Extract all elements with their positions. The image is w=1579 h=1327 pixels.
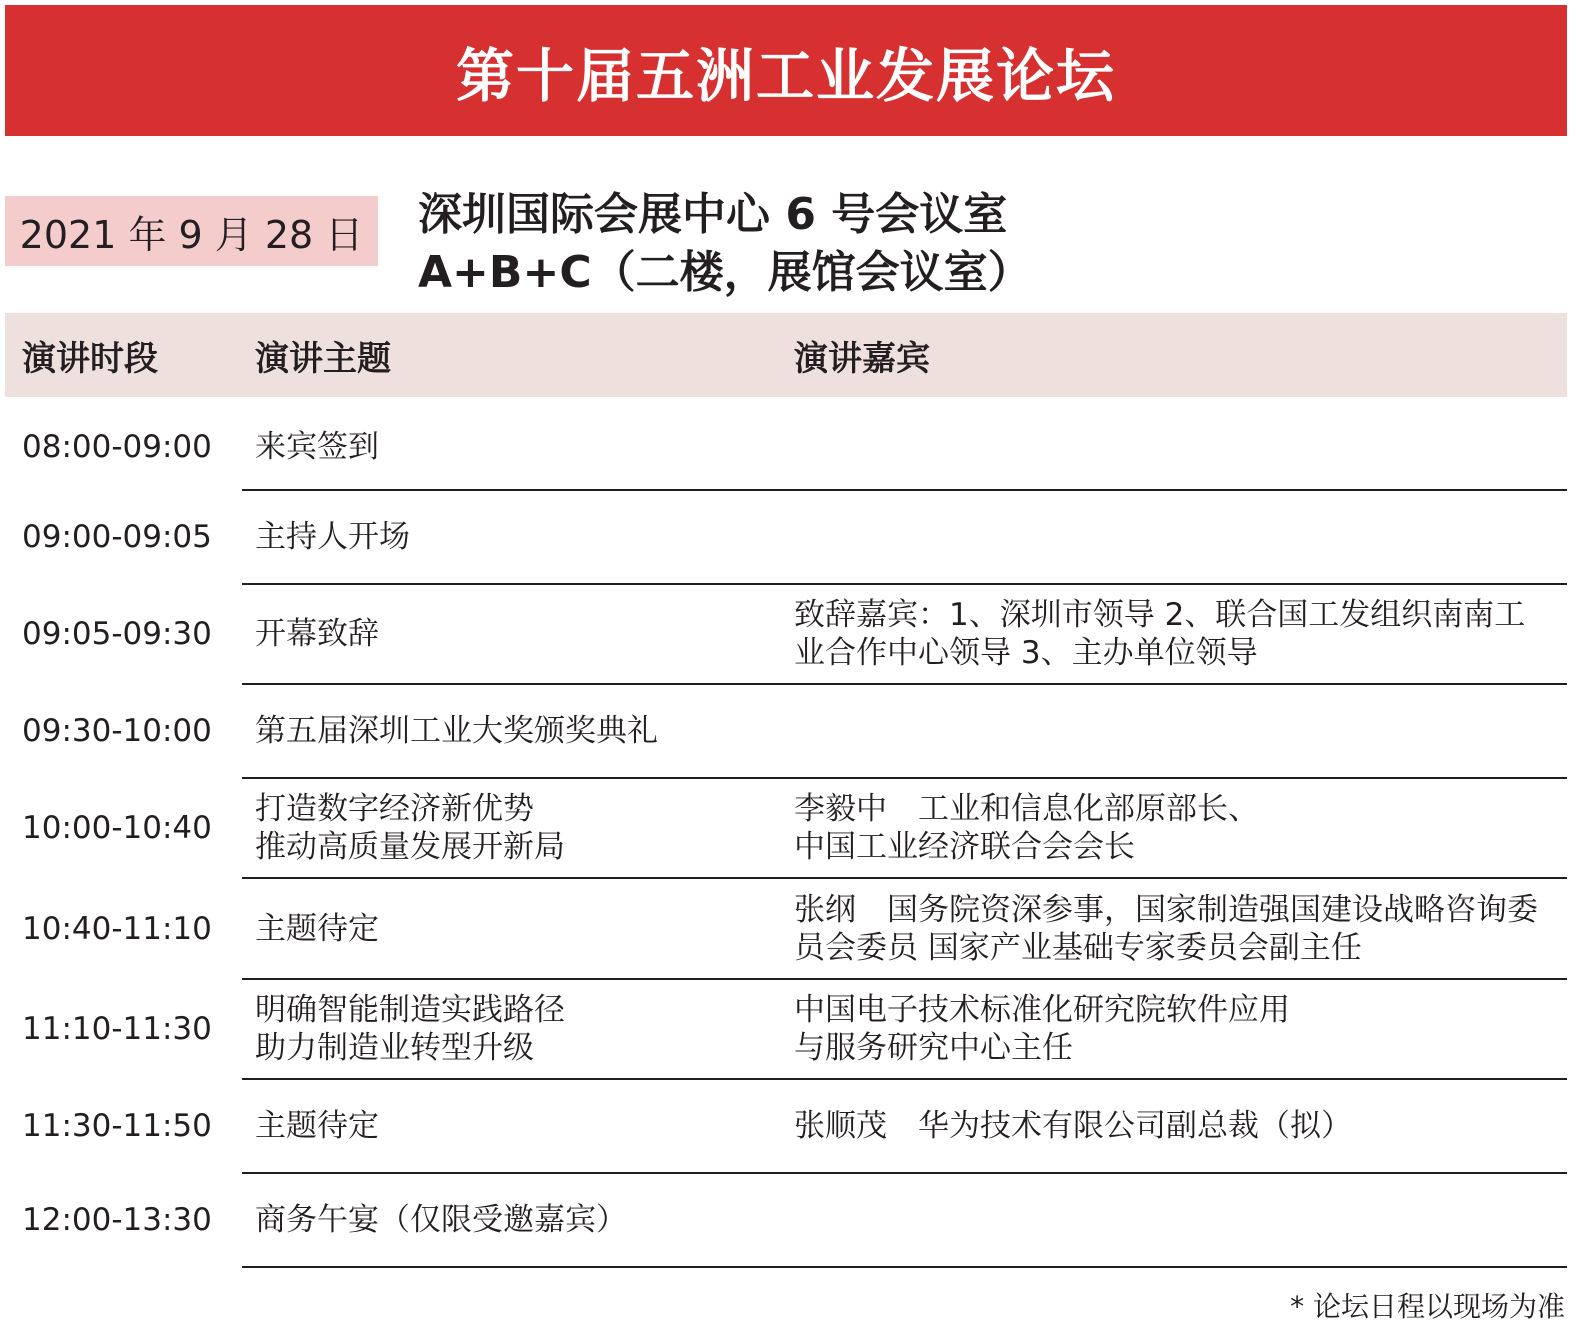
venue-line-2: A+B+C（二楼，展馆会议室） (418, 247, 1032, 298)
topic (255, 685, 785, 777)
speaker-line: 致辞嘉宾：1、深圳市领导 2、联合国工发组织南南工 (794, 597, 1526, 633)
table-row (0, 585, 1579, 685)
speaker-line: 中国电子技术标准化研究院软件应用 (794, 992, 1290, 1028)
footnote: * 论坛日程以现场为准 (1290, 1290, 1565, 1323)
speaker-line: 与服务研究中心主任 (794, 1030, 1073, 1066)
table-row (0, 491, 1579, 585)
topic-line: 打造数字经济新优势 (255, 791, 534, 827)
table-row (0, 405, 1579, 491)
time-slot-text: 12:00-13:30 (22, 1202, 212, 1238)
topic (255, 491, 785, 583)
speaker (794, 405, 1569, 489)
speaker-line: 张纲 国务院资深参事，国家制造强国建设战略咨询委 (794, 891, 1538, 928)
column-header-speaker: 演讲嘉宾 (794, 338, 930, 379)
speaker-line: 员会委员 国家产业基础专家委员会副主任 (794, 929, 1362, 966)
topic-line: 来宾签到 (255, 429, 379, 465)
topic (255, 879, 785, 978)
topic-line: 商务午宴（仅限受邀嘉宾） (255, 1202, 627, 1238)
time-slot-text: 09:00-09:05 (22, 519, 212, 555)
speaker (794, 879, 1569, 978)
topic-line: 明确智能制造实践路径 (255, 992, 565, 1028)
table-row (0, 980, 1579, 1080)
time-slot (22, 980, 237, 1078)
topic-line: 第五届深圳工业大奖颁奖典礼 (255, 713, 658, 749)
topic-line: 主题待定 (255, 910, 379, 947)
time-slot-text: 11:30-11:50 (22, 1108, 212, 1144)
row-divider (242, 1266, 1567, 1268)
topic-line: 开幕致辞 (255, 616, 379, 652)
column-header-time: 演讲时段 (22, 338, 158, 379)
speaker (794, 585, 1569, 683)
table-row (0, 779, 1579, 879)
time-slot-text: 08:00-09:00 (22, 429, 212, 465)
topic-line: 主题待定 (255, 1108, 379, 1144)
time-slot-text: 11:10-11:30 (22, 1011, 212, 1047)
forum-title: 第十届五洲工业发展论坛 (455, 41, 1116, 110)
time-slot-text: 09:30-10:00 (22, 713, 212, 749)
time-slot (22, 1174, 237, 1266)
table-row (0, 1174, 1579, 1268)
topic-line: 助力制造业转型升级 (255, 1030, 534, 1066)
speaker (794, 980, 1569, 1078)
time-slot-text: 10:00-10:40 (22, 810, 212, 846)
time-slot (22, 879, 237, 978)
speaker (794, 491, 1569, 583)
topic (255, 1174, 785, 1266)
speaker-line: 李毅中 工业和信息化部原部长、 (794, 791, 1259, 827)
speaker-line: 业合作中心领导 3、主办单位领导 (794, 635, 1258, 671)
topic (255, 405, 785, 489)
time-slot (22, 585, 237, 683)
speaker (794, 685, 1569, 777)
speaker-line: 中国工业经济联合会会长 (794, 829, 1135, 865)
speaker-line: 张顺茂 华为技术有限公司副总裁（拟） (794, 1108, 1352, 1144)
topic (255, 585, 785, 683)
topic-line: 推动高质量发展开新局 (255, 829, 565, 865)
date-badge: 2021 年 9 月 28 日 (5, 196, 378, 266)
time-slot (22, 685, 237, 777)
time-slot-text: 10:40-11:10 (22, 910, 212, 947)
time-slot (22, 491, 237, 583)
table-row (0, 879, 1579, 980)
topic (255, 980, 785, 1078)
column-header-topic: 演讲主题 (255, 338, 391, 379)
venue-line-1: 深圳国际会展中心 6 号会议室 (418, 189, 1008, 240)
time-slot-text: 09:05-09:30 (22, 616, 212, 652)
topic (255, 779, 785, 877)
table-row (0, 1080, 1579, 1174)
speaker (794, 779, 1569, 877)
table-row (0, 685, 1579, 779)
speaker (794, 1080, 1569, 1172)
topic-line: 主持人开场 (255, 519, 410, 555)
time-slot (22, 779, 237, 877)
time-slot (22, 1080, 237, 1172)
topic (255, 1080, 785, 1172)
speaker (794, 1174, 1569, 1266)
time-slot (22, 405, 237, 489)
